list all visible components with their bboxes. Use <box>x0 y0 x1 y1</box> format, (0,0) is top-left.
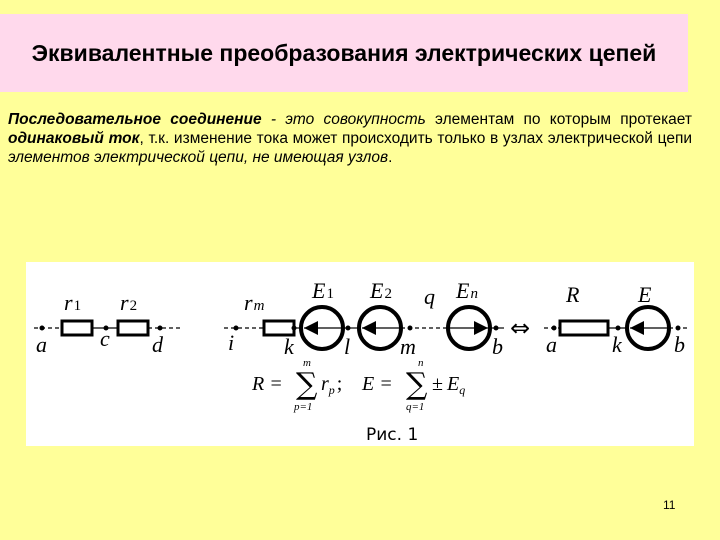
formula1-upper: m <box>303 357 311 369</box>
resistor-r2 <box>118 321 148 335</box>
formula2-term: ± $E_q$ <box>432 373 466 397</box>
page-number: 11 <box>663 498 676 512</box>
slide-title: Эквивалентные преобразования электрических цепей <box>31 39 657 66</box>
label-En: En <box>456 278 478 303</box>
label-node-i: i <box>228 330 235 355</box>
title-box <box>0 14 688 92</box>
period: . <box>388 149 393 166</box>
node-dot <box>552 326 556 330</box>
node-dot <box>292 326 296 330</box>
emf-arrow-head-left-icon <box>304 321 318 335</box>
node-dot <box>234 326 238 330</box>
label-node-k: k <box>284 334 294 359</box>
definition-italic: это совокупность <box>285 111 426 128</box>
dash-text: - <box>261 111 286 128</box>
resistor-rm <box>264 321 294 335</box>
label-E: E <box>638 282 652 307</box>
italic-tail: элементов электрической цепи, не имеющая узлов <box>8 149 389 166</box>
term-text: Последовательное соединение <box>8 111 262 128</box>
resistor-r1 <box>62 321 92 335</box>
node-dot <box>408 326 412 330</box>
formula2-lhs: E = <box>362 373 393 395</box>
label-r1: r1 <box>64 290 82 315</box>
formula1-term: $r_p$ ; <box>321 373 343 397</box>
label-node-a-right: a <box>546 332 557 357</box>
emf-arrow-head-left-icon <box>630 321 644 335</box>
emf-arrow-head-left-icon <box>362 321 376 335</box>
node-dot <box>676 326 680 330</box>
label-node-b-right: b <box>674 332 685 357</box>
label-node-c: c <box>100 326 110 351</box>
sum-icon: ∑ <box>296 367 318 402</box>
label-node-m: m <box>400 334 416 359</box>
label-R: R <box>566 282 580 307</box>
formula1-lhs: R = <box>252 373 283 395</box>
label-rm: rm <box>244 290 265 315</box>
node-dot <box>158 326 162 330</box>
body-text-2: , т.к. изменение тока может происходить только в узлах электрической цепи <box>139 130 693 147</box>
definition-paragraph <box>8 110 692 167</box>
figure-caption: Рис. 1 <box>366 425 419 445</box>
label-node-l: l <box>344 334 351 359</box>
label-node-a: a <box>36 332 47 357</box>
equivalence-icon: ⇔ <box>510 314 531 342</box>
circuit-figure <box>26 262 694 446</box>
sum-icon: ∑ <box>406 367 428 402</box>
resistor-R <box>560 321 608 335</box>
label-r2: r2 <box>120 290 138 315</box>
circuit-diagram <box>26 262 694 446</box>
emphasis-text: одинаковый ток <box>8 130 140 147</box>
formula2-upper: n <box>418 357 424 369</box>
label-node-k-right: k <box>612 332 622 357</box>
label-E1: E1 <box>312 278 334 303</box>
label-q: q <box>424 284 435 309</box>
label-node-d: d <box>152 332 163 357</box>
label-E2: E2 <box>370 278 392 303</box>
label-node-b: b <box>492 334 503 359</box>
node-dot <box>616 326 620 330</box>
body-text-1: элементам по которым протекает <box>425 111 693 128</box>
node-dot <box>494 326 498 330</box>
emf-arrow-head-right-icon <box>474 321 488 335</box>
formula2-lower: q=1 <box>406 401 425 413</box>
node-dot <box>346 326 350 330</box>
formula1-lower: p=1 <box>294 401 313 413</box>
node-dot <box>40 326 44 330</box>
